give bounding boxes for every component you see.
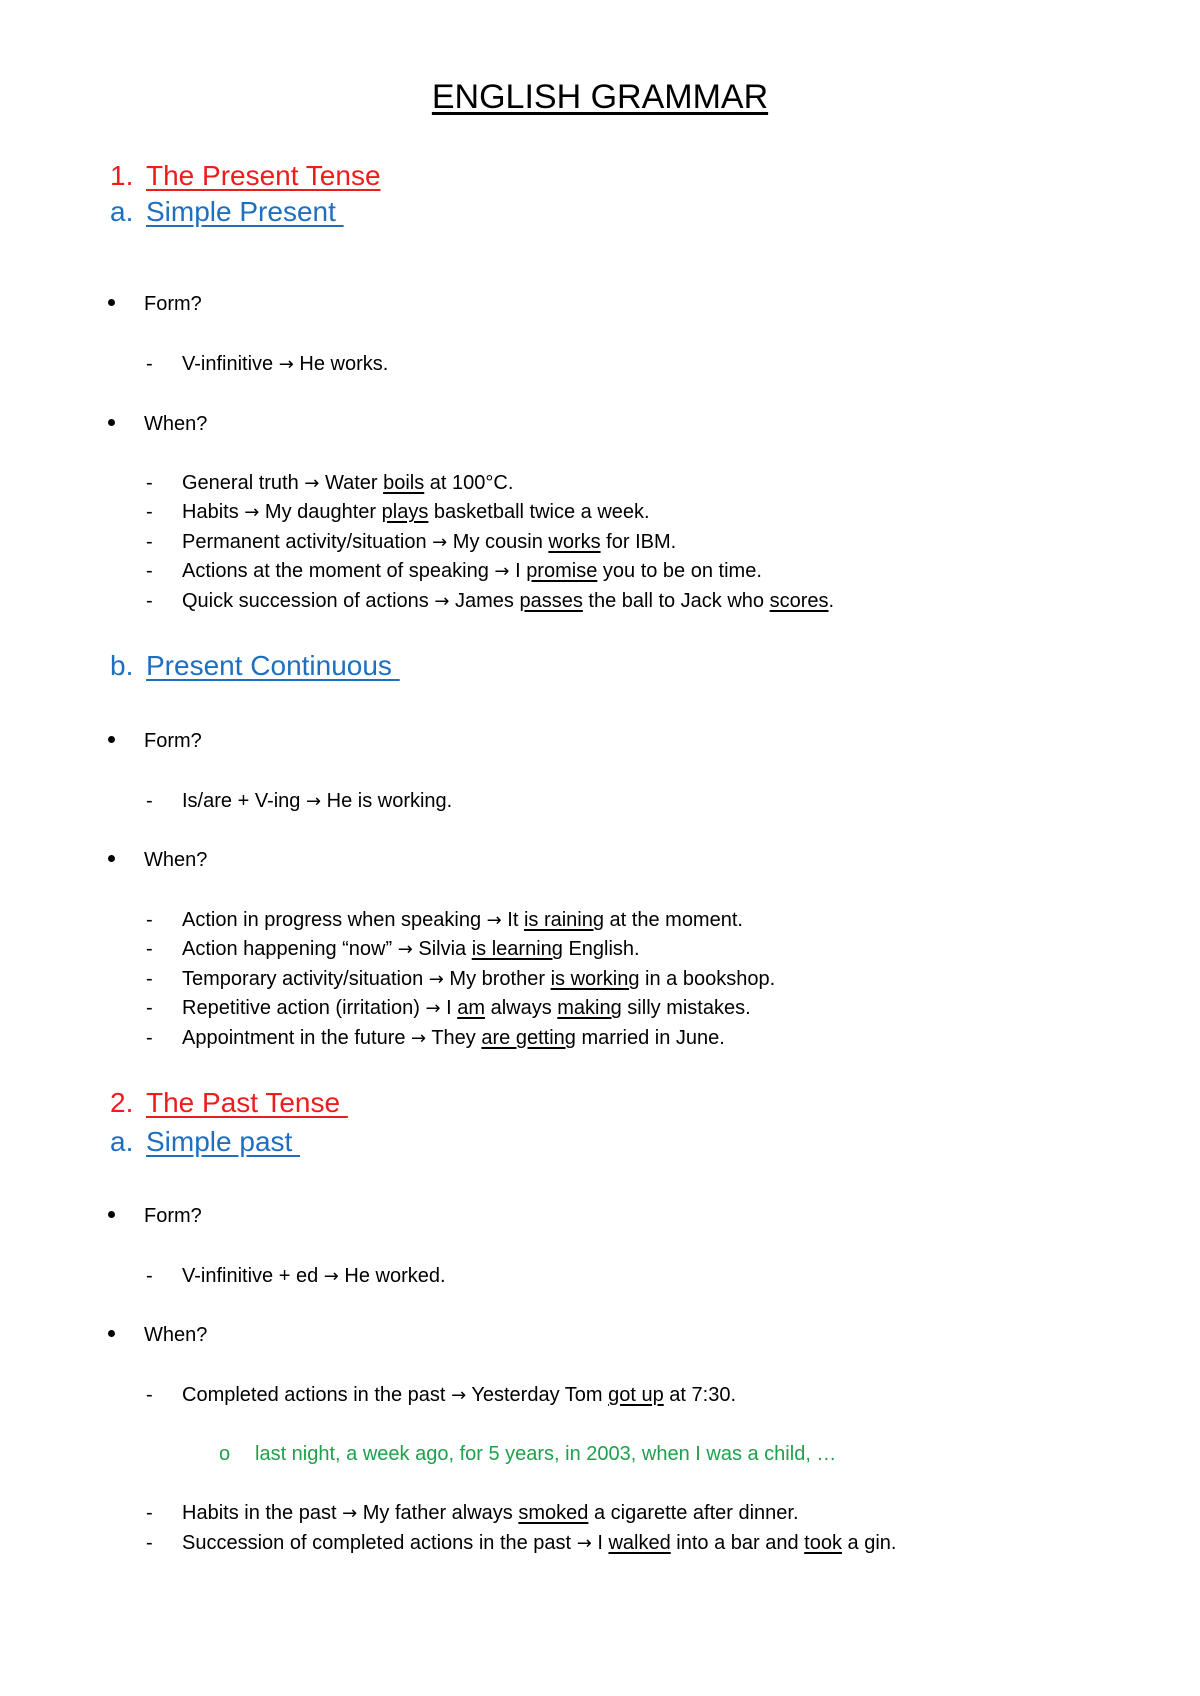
subsection-letter: a. xyxy=(110,1126,134,1157)
list-item: - Succession of completed actions in the past → I walked into a bar and took a gin. xyxy=(146,1532,897,1554)
arrow-icon: → xyxy=(323,1266,339,1287)
list-item: - Temporary activity/situation → My brother is working in a bookshop. xyxy=(146,968,776,990)
section-heading-present-tense xyxy=(110,160,381,192)
arrow-icon: → xyxy=(576,1533,592,1554)
form-item: - V-infinitive → He works. xyxy=(146,353,389,375)
bullet-form: Form? xyxy=(108,1205,202,1228)
subsection-heading-present-continuous xyxy=(110,650,400,682)
section-title: The Present Tense xyxy=(146,160,381,191)
list-item: - Permanent activity/situation → My cousin works for IBM. xyxy=(146,531,677,553)
bullet-form: Form? xyxy=(108,730,202,753)
subsection-letter: b. xyxy=(110,650,134,681)
list-item: - General truth → Water boils at 100°C. xyxy=(146,472,514,494)
list-item: - Actions at the moment of speaking → I promise you to be on time. xyxy=(146,560,762,582)
list-item: - Habits in the past → My father always smoked a cigarette after dinner. xyxy=(146,1502,799,1524)
arrow-icon: → xyxy=(434,591,450,612)
arrow-icon: → xyxy=(425,998,441,1019)
list-item: - Action in progress when speaking → It is raining at the moment. xyxy=(146,909,743,931)
arrow-icon: → xyxy=(494,561,510,582)
document-title: ENGLISH GRAMMAR xyxy=(431,78,769,116)
form-item: - Is/are + V-ing → He is working. xyxy=(146,790,453,812)
arrow-icon: → xyxy=(305,791,322,812)
arrow-icon: → xyxy=(342,1503,358,1524)
section-number: 2. xyxy=(110,1087,134,1118)
section-number: 1. xyxy=(110,160,134,191)
bullet-dot xyxy=(108,736,115,743)
list-item: - Appointment in the future → They are getting married in June. xyxy=(146,1027,725,1049)
arrow-icon: → xyxy=(432,532,448,553)
subsection-letter: a. xyxy=(110,196,134,227)
subsection-title: Simple Present xyxy=(146,196,344,227)
bullet-dot xyxy=(108,1211,115,1218)
arrow-icon: → xyxy=(304,473,320,494)
time-markers: o last night, a week ago, for 5 years, in 2003, when I was a child, … xyxy=(219,1443,837,1465)
bullet-dot xyxy=(108,299,115,306)
list-item: - Completed actions in the past → Yesterday Tom got up at 7:30. xyxy=(146,1384,736,1406)
bullet-when: When? xyxy=(108,849,207,872)
subsection-heading-simple-past xyxy=(110,1126,300,1158)
list-item: - Action happening “now” → Silvia is learning English. xyxy=(146,938,640,960)
subsection-title: Simple past xyxy=(146,1126,301,1157)
circle-bullet-icon: o xyxy=(219,1443,231,1465)
bullet-when: When? xyxy=(108,413,207,436)
bullet-dot xyxy=(108,855,115,862)
subsection-title: Present Continuous xyxy=(146,650,400,681)
bullet-dot xyxy=(108,419,115,426)
bullet-dot xyxy=(108,1330,115,1337)
subsection-heading-simple-present xyxy=(110,196,344,228)
arrow-icon: → xyxy=(244,502,260,523)
section-heading-past-tense xyxy=(110,1087,348,1119)
list-item: - Quick succession of actions → James passes the ball to Jack who scores. xyxy=(146,590,835,612)
arrow-icon: → xyxy=(411,1028,427,1049)
arrow-icon: → xyxy=(428,969,444,990)
arrow-icon: → xyxy=(397,939,413,960)
section-title: The Past Tense xyxy=(146,1087,348,1118)
list-item: - Habits → My daughter plays basketball twice a week. xyxy=(146,501,650,523)
form-item: - V-infinitive + ed → He worked. xyxy=(146,1265,446,1287)
bullet-when: When? xyxy=(108,1324,207,1347)
list-item: - Repetitive action (irritation) → I am always making silly mistakes. xyxy=(146,997,751,1019)
arrow-icon: → xyxy=(278,354,294,375)
arrow-icon: → xyxy=(451,1385,467,1406)
bullet-form: Form? xyxy=(108,293,202,316)
arrow-icon: → xyxy=(486,910,502,931)
